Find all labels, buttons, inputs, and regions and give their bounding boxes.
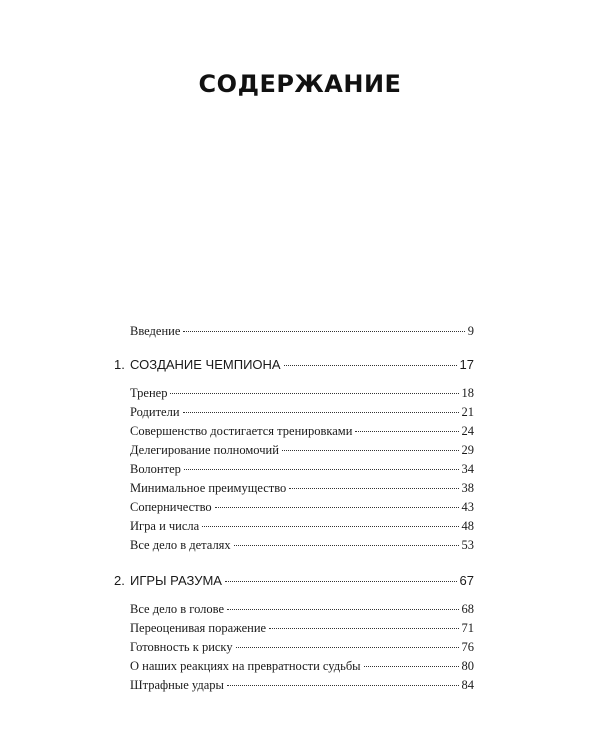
toc-entry [114, 498, 474, 517]
toc-entry-page: 9 [467, 324, 474, 338]
dot-leader [225, 580, 457, 582]
toc-entry [114, 403, 474, 422]
dot-leader [282, 449, 459, 451]
toc-entry-page: 71 [461, 621, 474, 635]
toc-entry [114, 479, 474, 498]
toc-entry-page: 29 [461, 443, 474, 457]
dot-leader [202, 525, 458, 527]
toc-entry-page: 24 [461, 424, 474, 438]
toc-entry-page: 53 [461, 538, 474, 552]
dot-leader [289, 487, 458, 489]
chapter-number: 2. [114, 573, 125, 588]
toc-entry [114, 619, 474, 638]
toc-chapter-2 [114, 570, 474, 592]
toc-entry-label: Родители [130, 405, 180, 419]
toc-entry-label: Совершенство достигается тренировками [130, 424, 353, 438]
toc-entry-page: 80 [461, 659, 474, 673]
toc-entry-label: О наших реакциях на превратности судьбы [130, 659, 361, 673]
toc-entry-page: 76 [461, 640, 474, 654]
chapter-page: 67 [459, 573, 474, 588]
toc-entry-label: Введение [130, 324, 181, 338]
toc-entry [114, 676, 474, 695]
dot-leader [215, 506, 459, 508]
table-of-contents [114, 322, 474, 695]
dot-leader [236, 646, 459, 648]
toc-entry-label: Волонтер [130, 462, 181, 476]
page-title: СОДЕРЖАНИЕ [198, 70, 402, 98]
dot-leader [183, 411, 459, 413]
chapter-number: 1. [114, 357, 125, 372]
toc-chapter-1 [114, 354, 474, 376]
dot-leader [269, 627, 458, 629]
toc-entry-page: 84 [461, 678, 474, 692]
dot-leader [184, 468, 459, 470]
toc-entry-label: Делегирование полномочий [130, 443, 279, 457]
toc-entry-label: Минимальное преимущество [130, 481, 287, 495]
toc-entry-label: Переоценивая поражение [130, 621, 267, 635]
toc-entry-label: Штрафные удары [130, 678, 224, 692]
toc-entry [114, 638, 474, 657]
dot-leader [227, 684, 459, 686]
dot-leader [234, 544, 459, 546]
toc-entry-page: 18 [461, 386, 474, 400]
toc-entry-page: 38 [461, 481, 474, 495]
toc-entry [114, 460, 474, 479]
dot-leader [227, 608, 458, 610]
toc-entry-label: Все дело в голове [130, 602, 225, 616]
dot-leader [183, 330, 464, 332]
toc-entry-label: Игра и числа [130, 519, 200, 533]
toc-entry [114, 384, 474, 403]
dot-leader [355, 430, 458, 432]
toc-entry [114, 536, 474, 555]
toc-entry [114, 657, 474, 676]
toc-entry-page: 21 [461, 405, 474, 419]
toc-entry-page: 68 [461, 602, 474, 616]
chapter-title: ИГРЫ РАЗУМА [130, 573, 222, 588]
toc-entry-label: Все дело в деталях [130, 538, 231, 552]
toc-entry-label: Тренер [130, 386, 168, 400]
toc-entry-page: 34 [461, 462, 474, 476]
toc-entry-intro [114, 322, 474, 341]
dot-leader [364, 665, 459, 667]
toc-entry-page: 48 [461, 519, 474, 533]
toc-entry-page: 43 [461, 500, 474, 514]
toc-entry-label: Готовность к риску [130, 640, 233, 654]
dot-leader [284, 364, 457, 366]
toc-entry-label: Соперничество [130, 500, 212, 514]
chapter-title: СОЗДАНИЕ ЧЕМПИОНА [130, 357, 281, 372]
toc-entry [114, 517, 474, 536]
chapter-page: 17 [459, 357, 474, 372]
toc-entry [114, 422, 474, 441]
toc-entry [114, 600, 474, 619]
dot-leader [170, 392, 458, 394]
toc-entry [114, 441, 474, 460]
